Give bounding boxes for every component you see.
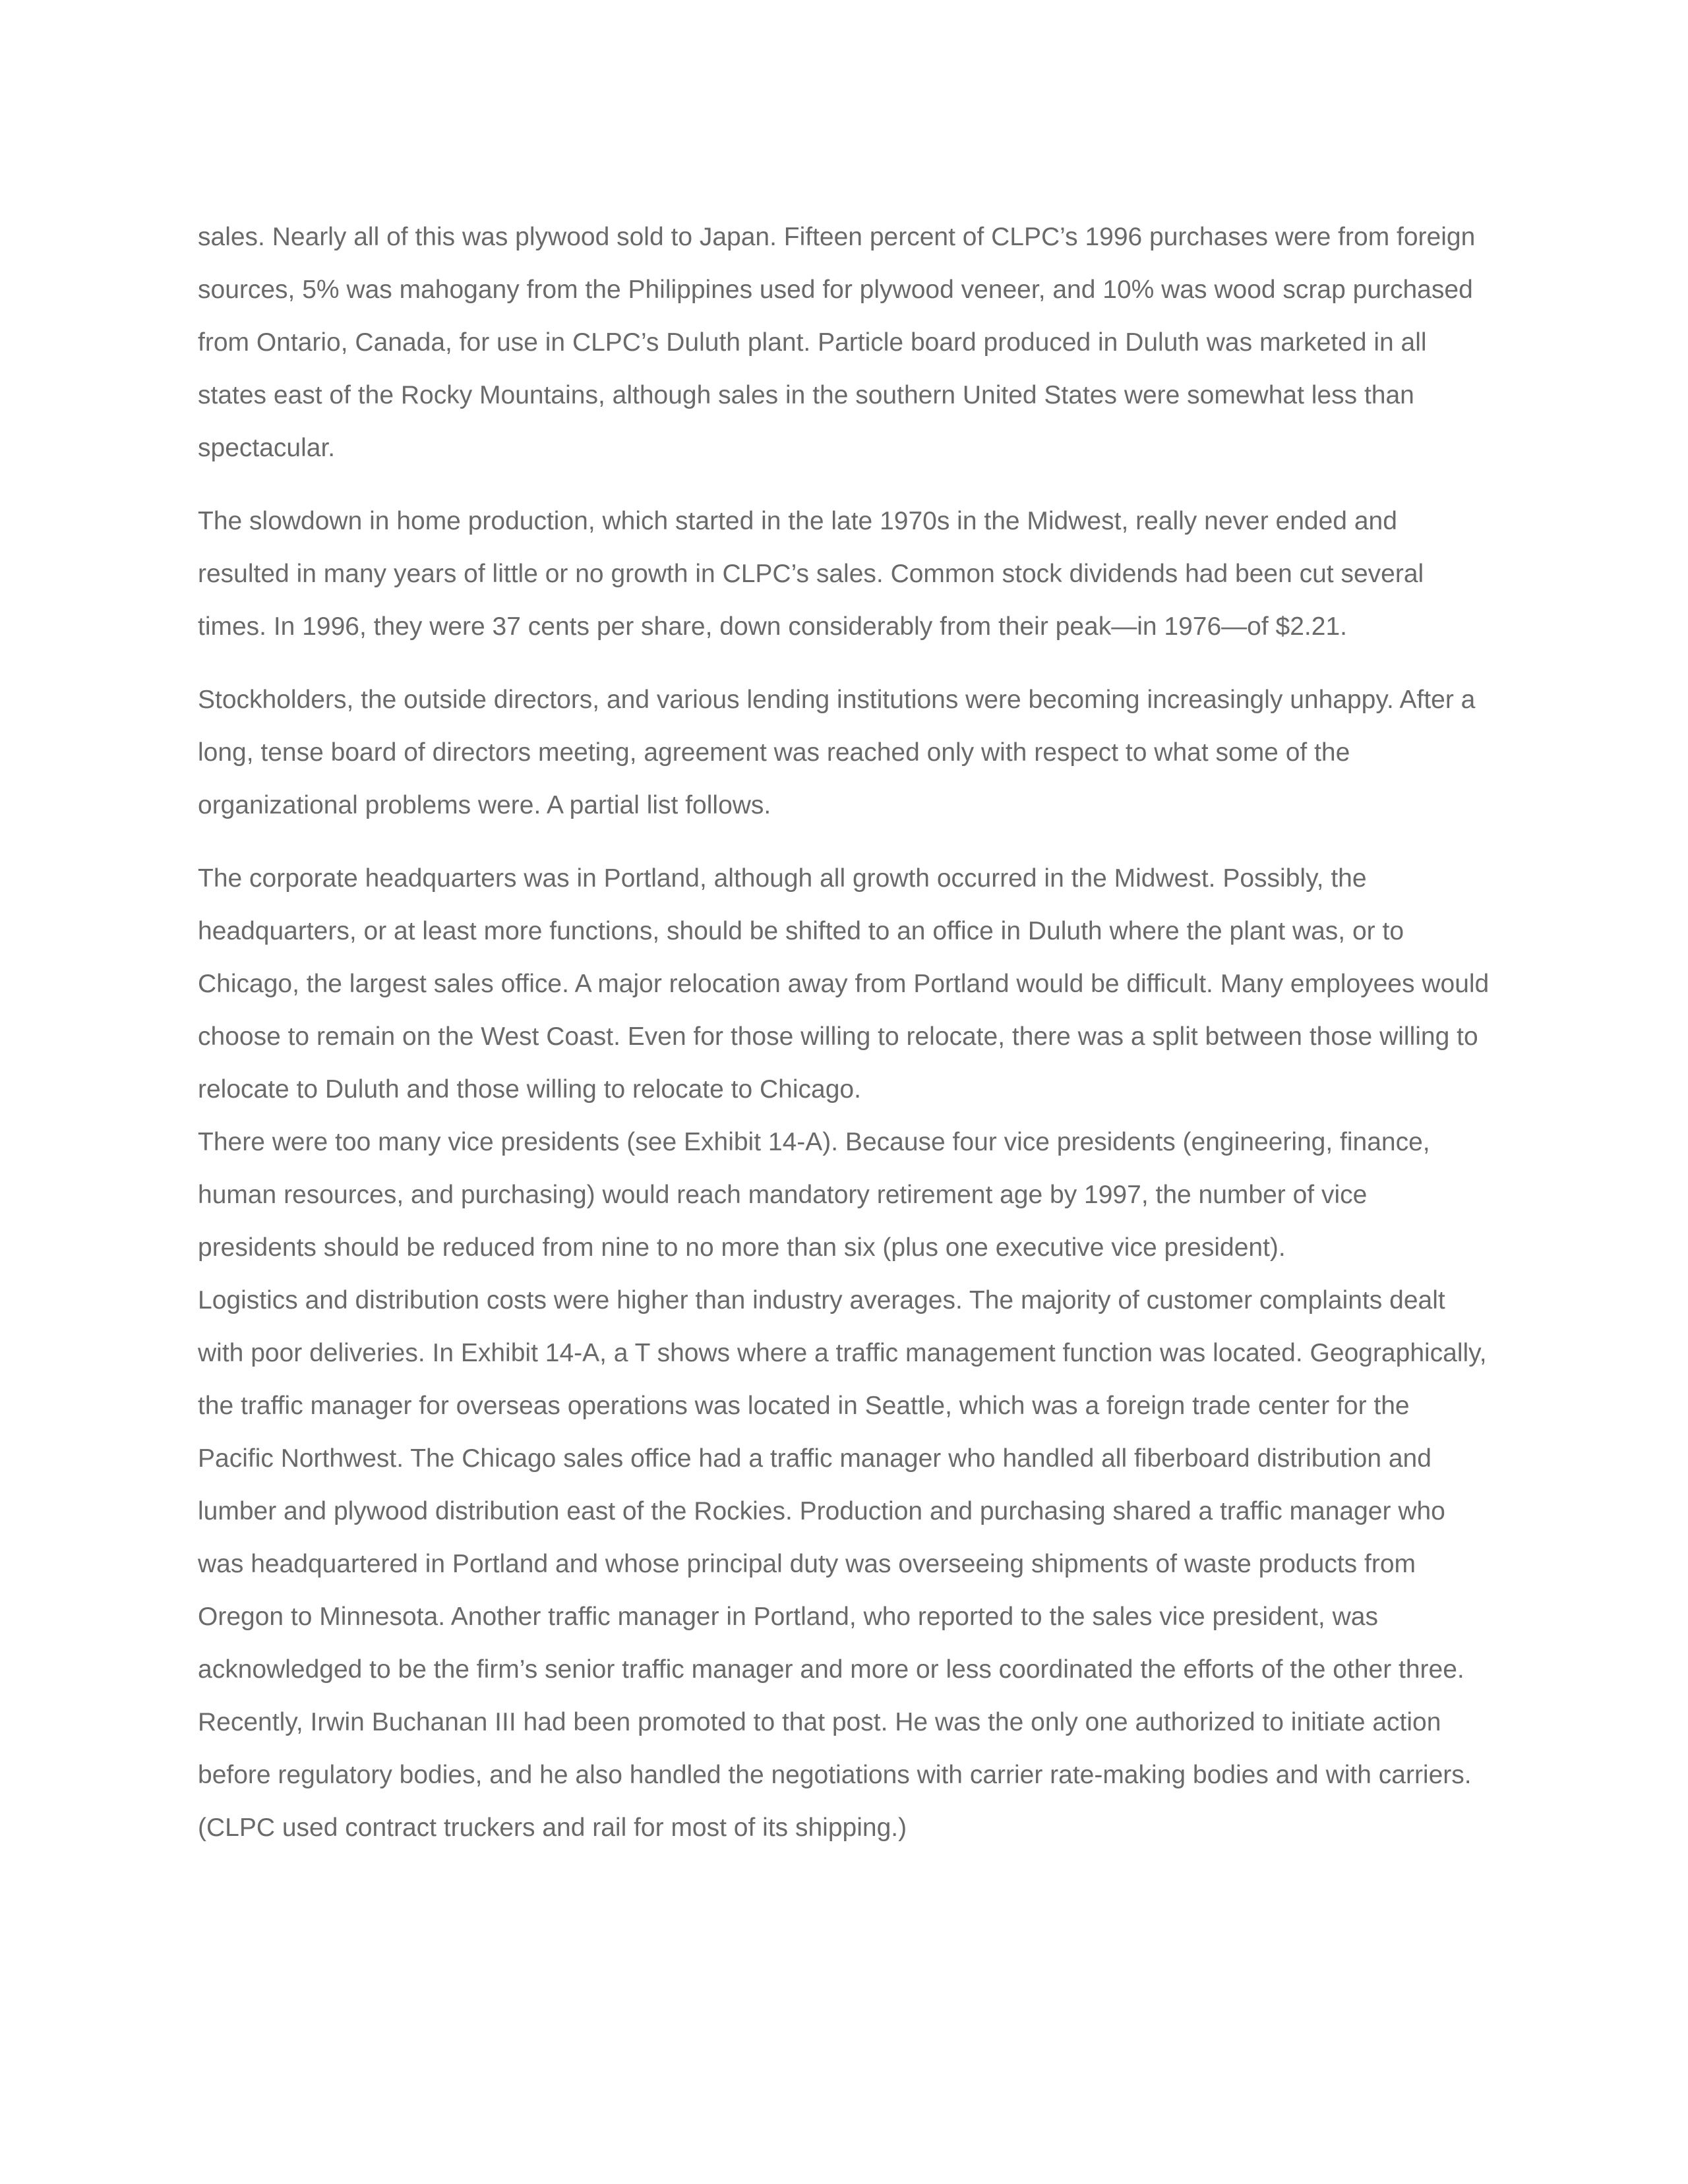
document-page: [198, 211, 1490, 1854]
paragraph-stockholders: Stockholders, the outside directors, and various lending institutions were becoming increasingly unhappy. After a long, tense board of directors meeting, agreement was reached only with respect to what some of the organizational problems were. A partial list follows.: [198, 686, 1476, 819]
paragraph-headquarters: The corporate headquarters was in Portland, although all growth occurred in the Midwest. Possibly, the headquarters, or at least more functions, should be shifted to an office in Duluth where the plant was, or to Chicago, the largest sales office. A major relocation away from Portland would be difficult. Many employees would choose to remain on the West Coast. Even for those willing to relocate, there was a split between those willing to relocate to Duluth and those willing to relocate to Chicago.: [198, 864, 1490, 1104]
paragraph-export-sales: sales. Nearly all of this was plywood sold to Japan. Fifteen percent of CLPC’s 1996 purchases were from foreign sources, 5% was mahogany from the Philippines used for plywood veneer, and 10% was wood scrap purchased from Ontario, Canada, for use in CLPC’s Duluth plant. Particle board produced in Duluth was marketed in all states east of the Rocky Mountains, although sales in the southern United States were somewhat less than spectacular.: [198, 223, 1476, 462]
paragraph-slowdown: The slowdown in home production, which started in the late 1970s in the Midwest, really never ended and resulted in many years of little or no growth in CLPC’s sales. Common stock dividends had been cut several times. In 1996, they were 37 cents per share, down considerably from their peak—in 1976—of $2.21.: [198, 507, 1424, 641]
paragraph-logistics: Logistics and distribution costs were higher than industry averages. The majority of customer complaints dealt with poor deliveries. In Exhibit 14-A, a T shows where a traffic management function was located. Geographically, the traffic manager for overseas operations was located in Seattle, which was a foreign trade center for the Pacific Northwest. The Chicago sales office had a traffic manager who handled all fiberboard distribution and lumber and plywood distribution east of the Rockies. Production and purchasing shared a traffic manager who was headquartered in Portland and whose principal duty was overseeing shipments of waste products from Oregon to Minnesota. Another traffic manager in Portland, who reported to the sales vice president, was acknowledged to be the firm’s senior traffic manager and more or less coordinated the efforts of the other three. Recently, Irwin Buchanan III had been promoted to that post. He was the only one authorized to initiate action before regulatory bodies, and he also handled the negotiations with carrier rate-making bodies and with carriers. (CLPC used contract truckers and rail for most of its shipping.): [198, 1286, 1487, 1842]
paragraph-vice-presidents: There were too many vice presidents (see Exhibit 14-A). Because four vice presidents (engineering, finance, human resources, and purchasing) would reach mandatory retirement age by 1997, the number of vice presidents should be reduced from nine to no more than six (plus one executive vice president).: [198, 1128, 1430, 1262]
